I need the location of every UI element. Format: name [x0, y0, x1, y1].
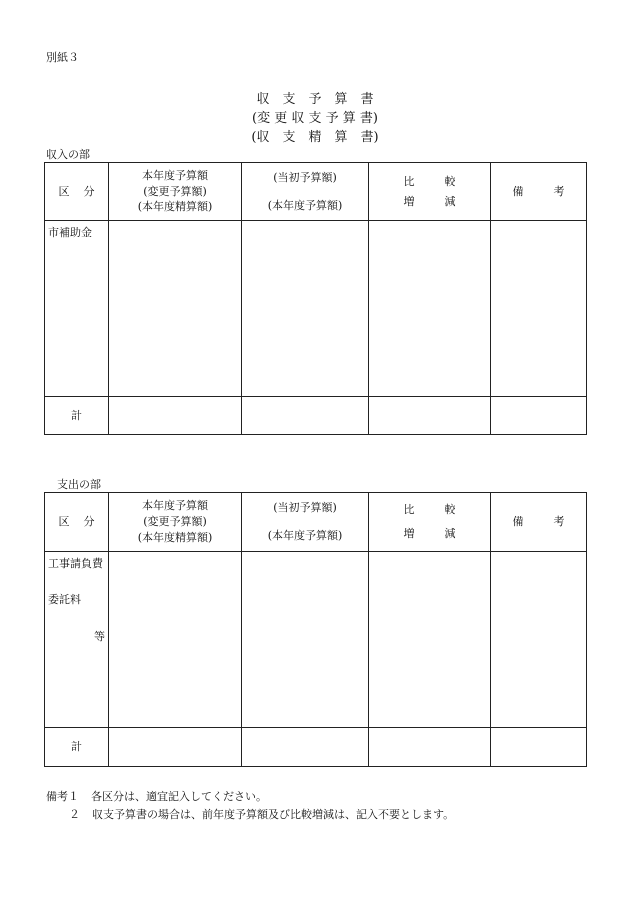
header-remarks: 備 考	[491, 163, 587, 221]
header-current-budget: 本年度予算額 (変更予算額) (本年度精算額)	[109, 163, 242, 221]
title-settlement: (収 支 精 算 書)	[251, 130, 379, 145]
expense-section-label: 支出の部	[57, 478, 101, 491]
expense-body-row	[45, 552, 587, 728]
income-category-cell	[45, 221, 109, 397]
note-2-number: ２	[69, 808, 80, 821]
expense-item-construction: 工事請負費	[48, 557, 103, 570]
header-current-budget: 本年度予算額 (変更予算額) (本年度精算額)	[109, 493, 242, 552]
income-current-cell	[109, 221, 242, 397]
income-total-remarks	[491, 397, 587, 435]
income-total-label: 計	[45, 397, 109, 435]
note-1-text: 各区分は、適宜記入してください。	[91, 790, 267, 803]
title-revised: (変 更 収 支 予 算 書)	[252, 111, 378, 126]
header-category: 区 分	[45, 493, 109, 552]
notes	[46, 788, 606, 824]
header-initial-budget: (当初予算額) (本年度予算額)	[242, 493, 369, 552]
expense-total-remarks	[491, 728, 587, 767]
income-initial-cell	[242, 221, 369, 397]
header-comparison: 比 較 増 減	[369, 493, 491, 552]
expense-item-consignment: 委託料	[48, 593, 81, 606]
note-2-text: 収支予算書の場合は、前年度予算額及び比較増減は、記入不要とします。	[92, 808, 455, 821]
note-1	[46, 788, 606, 806]
income-total-compare	[369, 397, 491, 435]
form-number: 別紙３	[46, 51, 79, 64]
income-item: 市補助金	[48, 226, 92, 239]
expense-remarks-cell	[491, 552, 587, 728]
expense-item-etc: 等	[94, 630, 105, 643]
expense-initial-cell	[242, 552, 369, 728]
note-1-number: 備考１	[46, 790, 79, 803]
header-remarks: 備 考	[491, 493, 587, 552]
expense-total-compare	[369, 728, 491, 767]
expense-table	[44, 492, 587, 767]
expense-compare-cell	[369, 552, 491, 728]
expense-category-cell	[45, 552, 109, 728]
income-total-row	[45, 397, 587, 435]
header-initial-budget: (当初予算額) (本年度予算額)	[242, 163, 369, 221]
note-2	[46, 806, 606, 824]
income-total-current	[109, 397, 242, 435]
income-compare-cell	[369, 221, 491, 397]
header-comparison: 比 較 増 減	[369, 163, 491, 221]
header-category: 区 分	[45, 163, 109, 221]
expense-total-initial	[242, 728, 369, 767]
title-main: 収 支 予 算 書	[256, 92, 374, 107]
expense-total-row	[45, 728, 587, 767]
income-section-label: 収入の部	[46, 148, 90, 161]
expense-total-current	[109, 728, 242, 767]
income-total-initial	[242, 397, 369, 435]
expense-total-label: 計	[45, 728, 109, 767]
expense-current-cell	[109, 552, 242, 728]
expense-header-row	[45, 493, 587, 552]
income-table	[44, 162, 587, 435]
income-header-row	[45, 163, 587, 221]
income-body-row	[45, 221, 587, 397]
income-remarks-cell	[491, 221, 587, 397]
